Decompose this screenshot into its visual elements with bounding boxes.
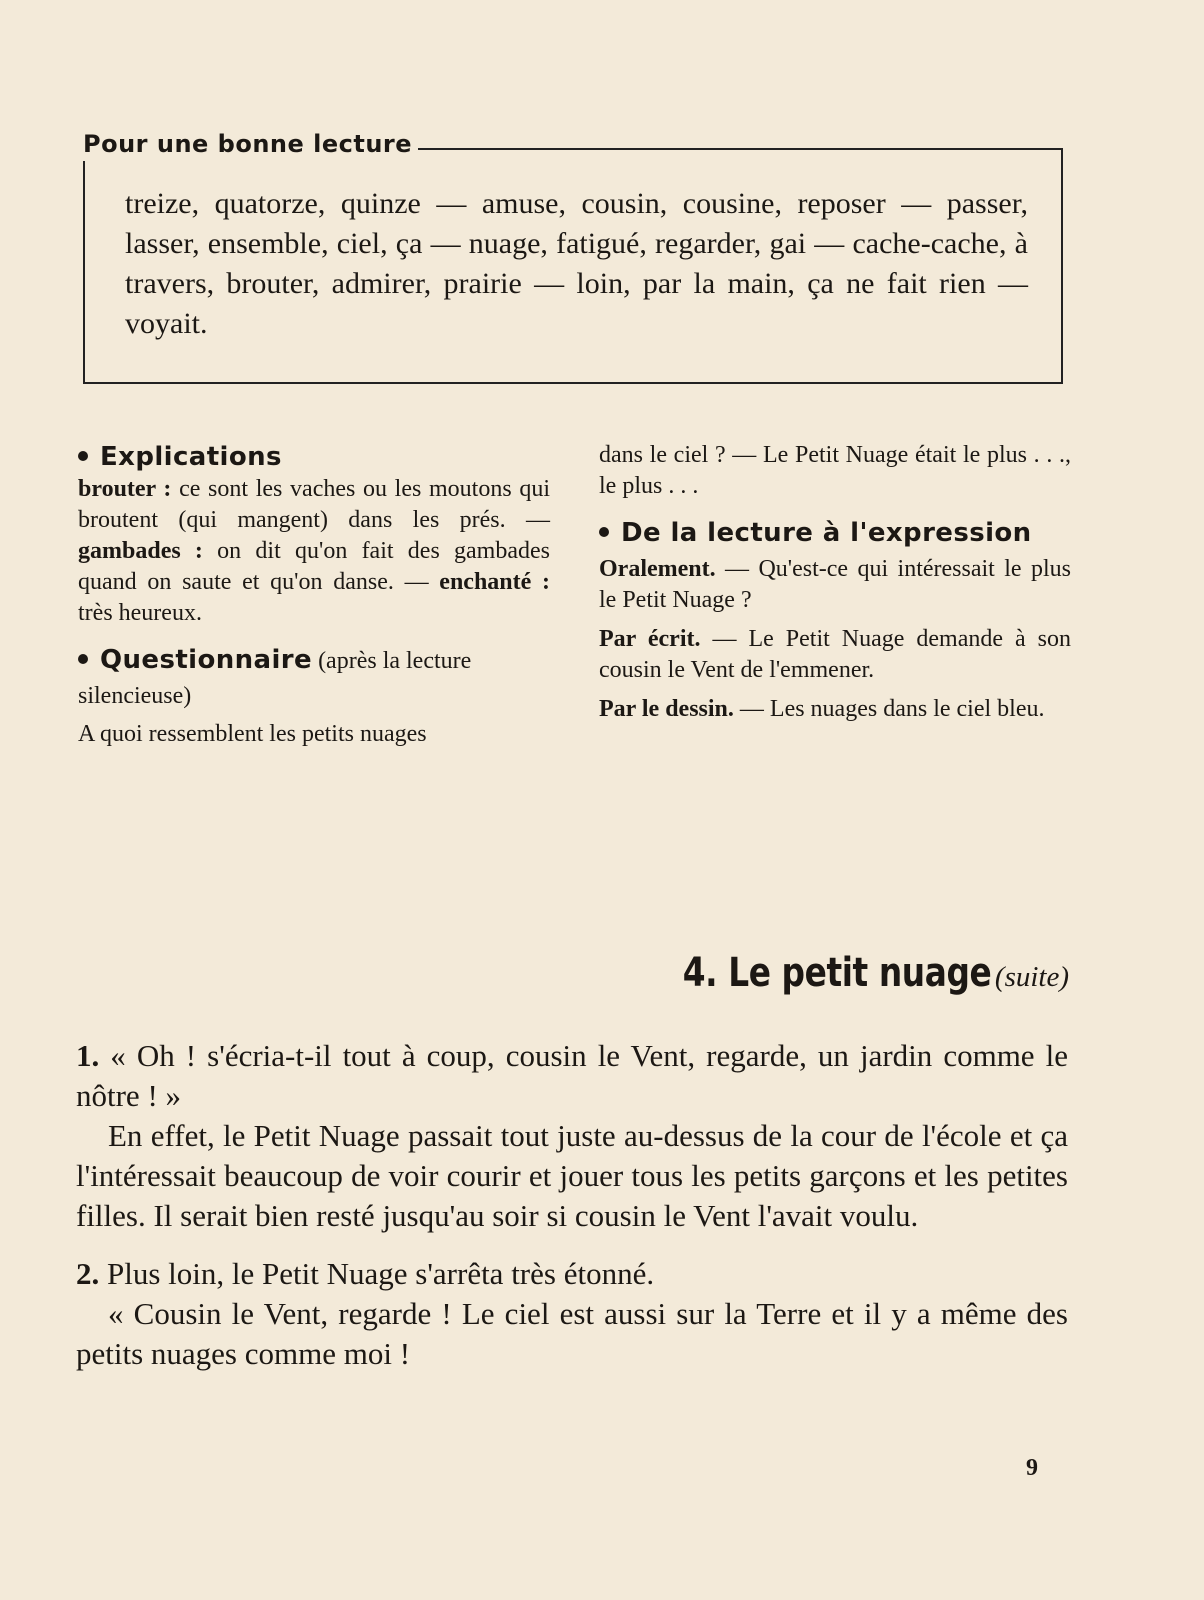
bullet-icon bbox=[78, 654, 88, 664]
expression-ecrit: Par écrit. — Le Petit Nuage demande à son cousin le Vent de l'emmener. bbox=[599, 626, 1072, 683]
left-column bbox=[78, 440, 550, 750]
story-paragraph: 2. Plus loin, le Petit Nuage s'arrêta très étonné. bbox=[76, 1256, 655, 1291]
reading-words: treize, quatorze, quinze — amuse, cousin, cousine, reposer — passer, lasser, ensemble, ciel, ça — nuage, fatigué, regarder, gai — cache-cache, à travers, brouter, admirer, prairie — loin, par la main, ça ne fait rien — voyait. bbox=[125, 187, 1028, 340]
page-number: 9 bbox=[1026, 1455, 1038, 1481]
term-gambades: gambades : bbox=[78, 538, 203, 564]
explications-heading: Explications bbox=[78, 440, 550, 474]
bullet-icon bbox=[599, 527, 609, 537]
reading-box-title: Pour une bonne lecture bbox=[83, 127, 418, 161]
expression-heading: De la lecture à l'expression bbox=[599, 516, 1071, 550]
story-paragraph: « Cousin le Vent, regarde ! Le ciel est aussi sur la Terre et il y a même des petits nuages comme moi ! bbox=[76, 1296, 1068, 1371]
questionnaire-question-start: A quoi ressemblent les petits nuages bbox=[78, 721, 427, 747]
questionnaire-question-end: dans le ciel ? — Le Petit Nuage était le plus . . ., le plus . . . bbox=[599, 442, 1071, 499]
story-text bbox=[76, 1036, 1068, 1374]
expression-dessin: Par le dessin. — Les nuages dans le ciel bleu. bbox=[599, 696, 1045, 722]
lesson-title bbox=[615, 950, 1069, 996]
right-column bbox=[599, 440, 1071, 725]
term-brouter: brouter : bbox=[78, 476, 172, 502]
bullet-icon bbox=[78, 451, 88, 461]
expression-oral: Oralement. — Qu'est-ce qui intéressait le plus le Petit Nuage ? bbox=[599, 556, 1071, 613]
lesson-subtitle: (suite) bbox=[994, 961, 1069, 993]
questionnaire-heading: Questionnaire (après la lecture silencieuse) bbox=[78, 645, 472, 709]
story-paragraph: 1. « Oh ! s'écria-t-il tout à coup, cousin le Vent, regarde, un jardin comme le nôtre ! » bbox=[76, 1038, 1068, 1113]
story-paragraph: En effet, le Petit Nuage passait tout juste au-dessus de la cour de l'école et ça l'intéressait beaucoup de voir courir et jouer tous les petits garçons et les petites filles. Il serait bien resté jusqu'au soir si cousin le Vent l'avait voulu. bbox=[76, 1118, 1068, 1233]
term-enchante: enchanté : bbox=[439, 569, 550, 595]
lesson-title-main: 4. Le petit nuage bbox=[682, 950, 991, 996]
explications-text: brouter : ce sont les vaches ou les moutons qui broutent (qui mangent) dans les prés. — gambades : on dit qu'on fait des gambades quand on saute et qu'on danse. — enchanté : très heureux. bbox=[78, 476, 550, 626]
